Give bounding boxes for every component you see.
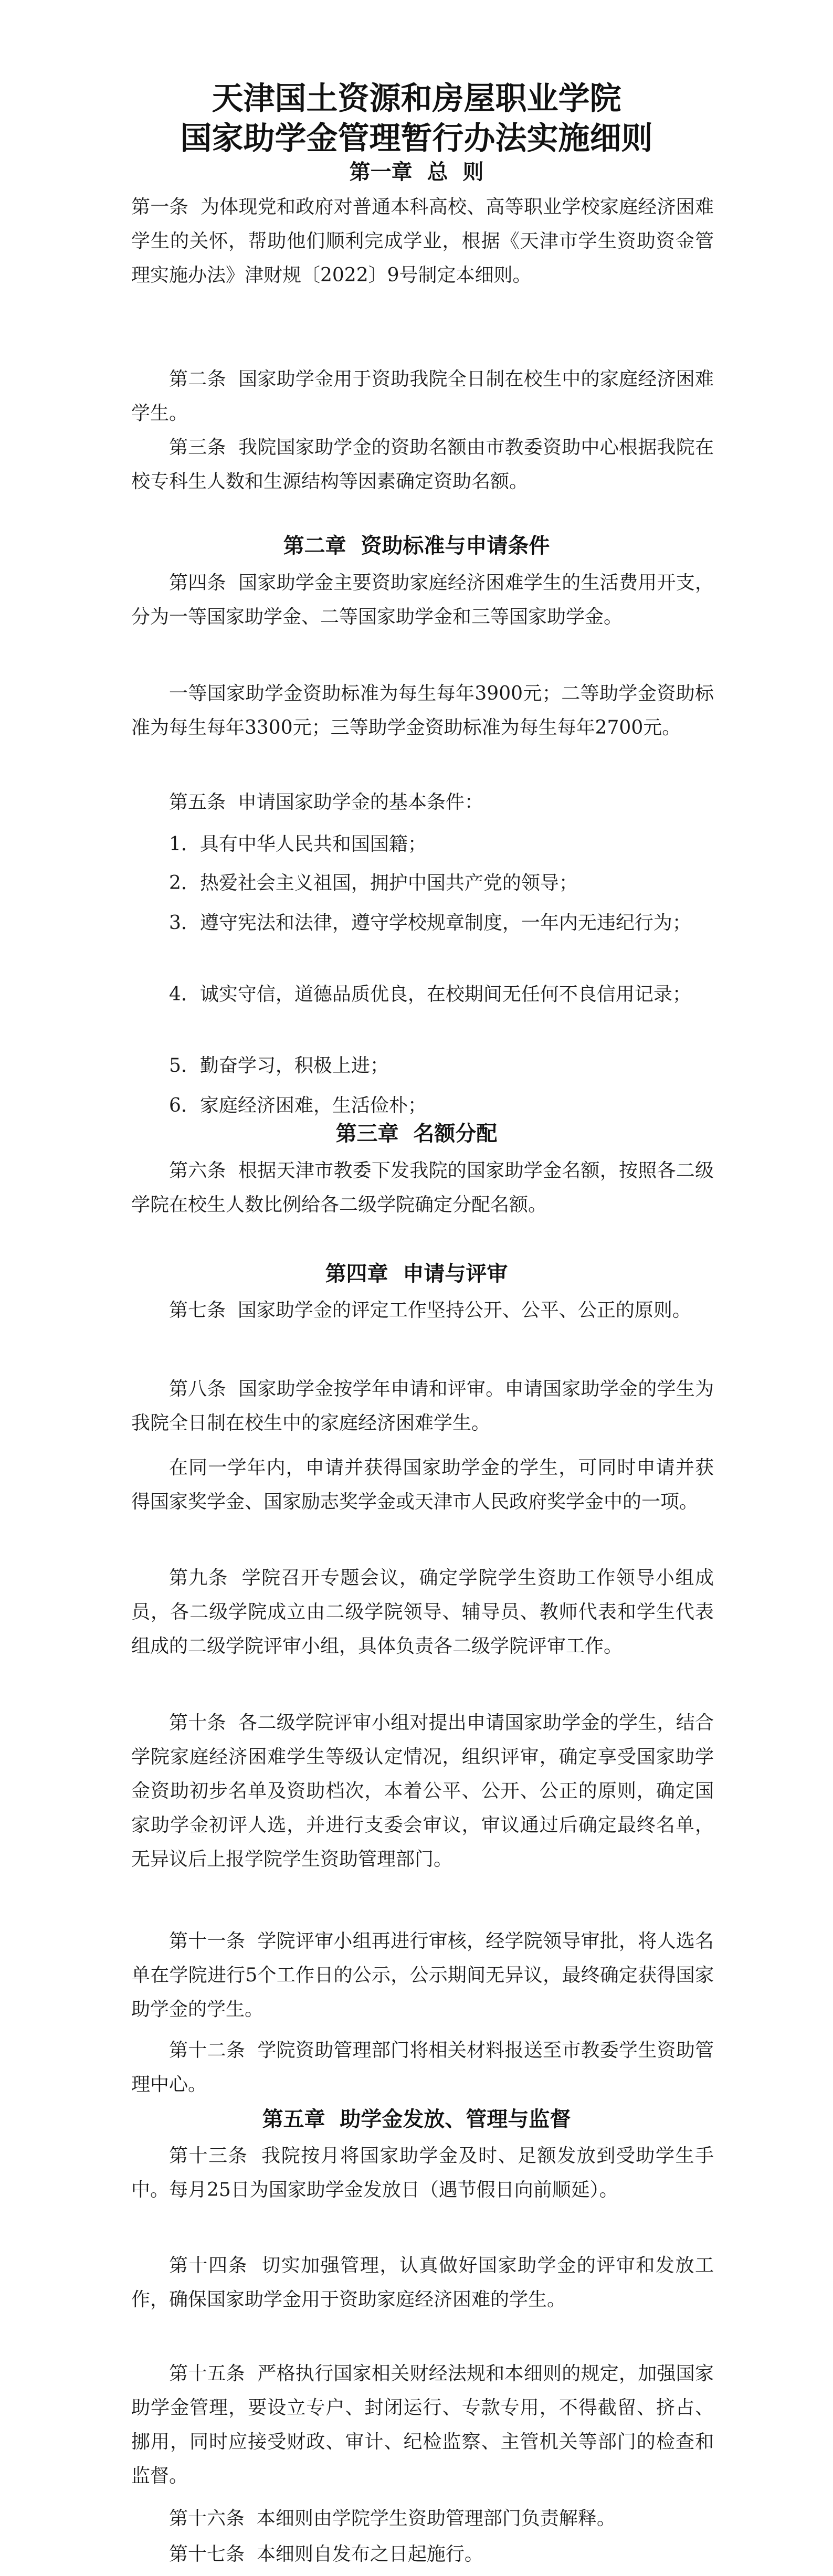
chapter-heading-1: 第一章 总 则 [349,160,484,184]
article-5: 第五条 申请国家助学金的基本条件： [169,791,483,813]
article-17: 第十七条 本细则自发布之日起施行。 [169,2543,483,2565]
article-3: 第三条 我院国家助学金的资助名额由市教委资助中心根据我院在校专科生人数和生源结构等因素确定资助名额。 [131,437,714,492]
chapter-heading-4: 第四章 申请与评审 [325,1262,508,1286]
article-9: 第九条 学院召开专题会议，确定学院学生资助工作领导小组成员，各二级学院成立由二级学院领导、辅导员、教师代表和学生代表组成的二级学院评审小组，具体负责各二级学院评审工作。 [131,1567,714,1657]
article-7: 第七条 国家助学金的评定工作坚持公开、公平、公正的原则。 [169,1300,691,1321]
article-2: 第二条 国家助学金用于资助我院全日制在校生中的家庭经济困难学生。 [131,368,714,424]
chapter-heading-3: 第三章 名额分配 [335,1122,498,1146]
chapter-heading-5: 第五章 助学金发放、管理与监督 [262,2107,571,2131]
document-title-line-1: 天津国土资源和房屋职业学院 [212,80,621,117]
article-12: 第十二条 学院资助管理部门将相关材料报送至市教委学生资助管理中心。 [131,2040,714,2095]
article-16: 第十六条 本细则由学院学生资助管理部门负责解释。 [169,2508,616,2529]
document-title-line-2: 国家助学金管理暂行办法实施细则 [180,120,653,157]
article-11: 第十一条 学院评审小组再进行审核，经学院领导审批，将人选名单在学院进行5个工作日的公示，公示期间无异议，最终确定获得国家助学金的学生。 [131,1930,714,2020]
article-4: 第四条 国家助学金主要资助家庭经济困难学生的生活费用开支，分为一等国家助学金、二等国家助学金和三等国家助学金。 [131,572,714,628]
article-1: 第一条 为体现党和政府对普通本科高校、高等职业学校家庭经济困难学生的关怀，帮助他们顺利完成学业，根据《天津市学生资助资金管理实施办法》津财规〔2022〕9号制定本细则。 [131,196,714,286]
article-14: 第十四条 切实加强管理，认真做好国家助学金的评审和发放工作，确保国家助学金用于资助家庭经济困难的学生。 [131,2255,714,2310]
article-10: 第十条 各二级学院评审小组对提出申请国家助学金的学生，结合学院家庭经济困难学生等级认定情况，组织评审，确定享受国家助学金资助初步名单及资助档次，本着公平、公开、公正的原则，确定国家助学金初评人选，并进行支委会审议，审议通过后确定最终名单，无异议后上报学院学生资助管理部门。 [131,1712,714,1870]
article-8: 第八条 国家助学金按学年申请和评审。申请国家助学金的学生为我院全日制在校生中的家庭经济困难学生。 [131,1378,714,1434]
article-6: 第六条 根据天津市教委下发我院的国家助学金名额，按照各二级学院在校生人数比例给各二级学院确定分配名额。 [131,1160,714,1216]
article-13: 第十三条 我院按月将国家助学金及时、足额发放到受助学生手中。每月25日为国家助学金发放日（遇节假日向前顺延）。 [131,2145,714,2201]
condition-5: 5．勤奋学习，积极上进； [169,1055,389,1076]
condition-6: 6．家庭经济困难，生活俭朴； [169,1095,427,1116]
condition-4: 4．诚实守信，道德品质优良，在校期间无任何不良信用记录； [169,984,691,1005]
article-8-supplement: 在同一学年内，申请并获得国家助学金的学生，可同时申请并获得国家奖学金、国家励志奖学金或天津市人民政府奖学金中的一项。 [131,1457,714,1513]
condition-3: 3．遵守宪法和法律，遵守学校规章制度，一年内无违纪行为； [169,912,691,934]
condition-1: 1．具有中华人民共和国国籍； [169,833,427,855]
condition-2: 2．热爱社会主义祖国，拥护中国共产党的领导； [169,872,578,894]
article-4-standards: 一等国家助学金资助标准为每生每年3900元；二等助学金资助标准为每生每年3300元；三等助学金资助标准为每生每年2700元。 [131,683,714,738]
chapter-heading-2: 第二章 资助标准与申请条件 [283,534,550,558]
article-15: 第十五条 严格执行国家相关财经法规和本细则的规定，加强国家助学金管理，要设立专户、封闭运行、专款专用，不得截留、挤占、挪用，同时应接受财政、审计、纪检监察、主管机关等部门的检查和监督。 [131,2363,714,2487]
